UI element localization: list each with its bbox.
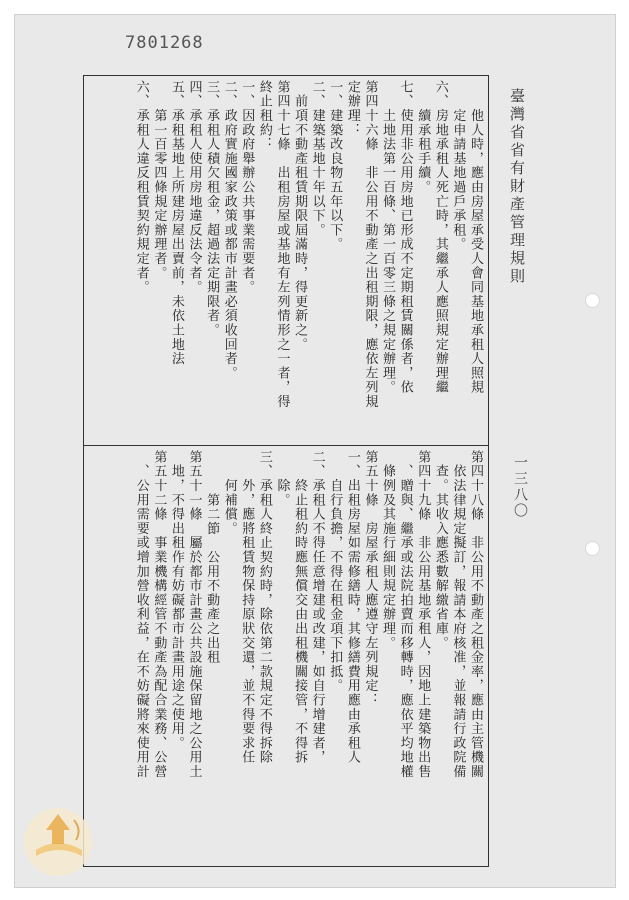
text-line: 二、承租人不得任意增建或改建，如自行增建者，: [309, 450, 325, 765]
text-line: 除。: [274, 450, 290, 508]
text-line: 六、承租人違反租賃契約規定者。: [133, 80, 149, 295]
text-line: 第四十七條 出租房屋或基地有左列情形之一者，得: [274, 80, 290, 409]
binder-hole: [585, 293, 600, 308]
text-line: 二、建築基地十年以下。: [309, 80, 325, 238]
text-line: 條例及其施行細則規定辦理。: [380, 450, 396, 651]
text-line: 外，應將租賃物保持原狀交還，並不得要求任: [239, 450, 255, 765]
text-line: 依法律規定擬訂，報請本府核准，並報請行政院備: [450, 450, 466, 779]
text-line: 續承租手續。: [415, 80, 431, 195]
text-line: 一、出租房屋如需修繕時，其修繕費用應由承租人: [344, 450, 360, 765]
binder-hole: [585, 541, 600, 556]
text-line: 地，不得出租作有妨礙都市計畫用途之使用。: [168, 450, 184, 751]
section-divider: [83, 445, 489, 446]
text-line: 六、房地承租人死亡時，其繼承人應照規定辦理繼: [432, 80, 448, 395]
text-line: 第四十六條 非公用不動產之出租期限，應依左列規: [362, 80, 378, 409]
text-line: 定申請基地過戶承租。: [450, 80, 466, 252]
text-line: 第五十條 房屋承租人應遵守左列規定：: [362, 450, 378, 708]
text-line: 四、承租人使用房地違反法令者。: [186, 80, 202, 295]
text-line: 查。其收入應悉數解繳省庫。: [432, 450, 448, 651]
text-line: 第四十九條 非公用基地承租人，因地上建築物出售: [415, 450, 431, 779]
text-line: 他人時，應由房屋承受人會同基地承租人照規: [468, 80, 483, 395]
stamp-number: 7801268: [125, 33, 204, 53]
text-line: 何補償。: [221, 450, 237, 536]
top-text-block: [86, 80, 484, 440]
text-line: 第五十二條 事業機構經管不動產為配合業務、公營: [151, 450, 167, 779]
text-line: 三、承租人積欠租金，超過法定期限者。: [204, 80, 220, 338]
text-line: 七、使用非公用房地已形成不定期租賃關係者，依: [397, 80, 413, 395]
text-line: 土地法第一百條、第一百零三條之規定辦理。: [380, 80, 396, 395]
text-line: 終止租約時應無償交由出租機關接管，不得拆: [292, 450, 308, 765]
text-line: 一、因政府舉辦公共事業需要者。: [239, 80, 255, 295]
text-line: 第一百零四條規定辦理者。: [151, 80, 167, 281]
text-line: 一、建築改良物五年以下。: [327, 80, 343, 252]
text-line: 、公用需要或增加營收利益，在不妨礙將來使用計: [133, 450, 149, 779]
text-line: 定辦理：: [344, 80, 360, 138]
text-line: 、贈與、繼承或法院拍賣而移轉時，應依平均地權: [397, 450, 413, 779]
text-line: 第二節 公用不動產之出租: [204, 450, 220, 665]
text-line: 前項不動產租賃期限屆滿時，得更新之。: [292, 80, 308, 352]
text-line: 三、承租人終止契約時，除依第二款規定不得拆除: [256, 450, 272, 765]
text-line: 二、政府實施國家政策或都市計畫必須收回者。: [221, 80, 237, 381]
bottom-text-block: [86, 450, 484, 860]
text-line: 終止租約：: [256, 80, 272, 152]
text-line: 第四十八條 非公用不動產之租金率，應由主管機關: [468, 450, 483, 779]
page-number: 一三八〇: [512, 455, 528, 519]
text-line: 第五十一條 屬於都市計畫公共設施保留地之公用土: [186, 450, 202, 779]
header-title: 臺灣省省有財產管理規則: [508, 88, 526, 286]
text-line: 五、承租基地上所建房屋出賣前，未依土地法: [168, 80, 184, 366]
library-logo-icon: [18, 800, 100, 880]
text-line: 自行負擔，不得在租金項下扣抵。: [327, 450, 343, 694]
